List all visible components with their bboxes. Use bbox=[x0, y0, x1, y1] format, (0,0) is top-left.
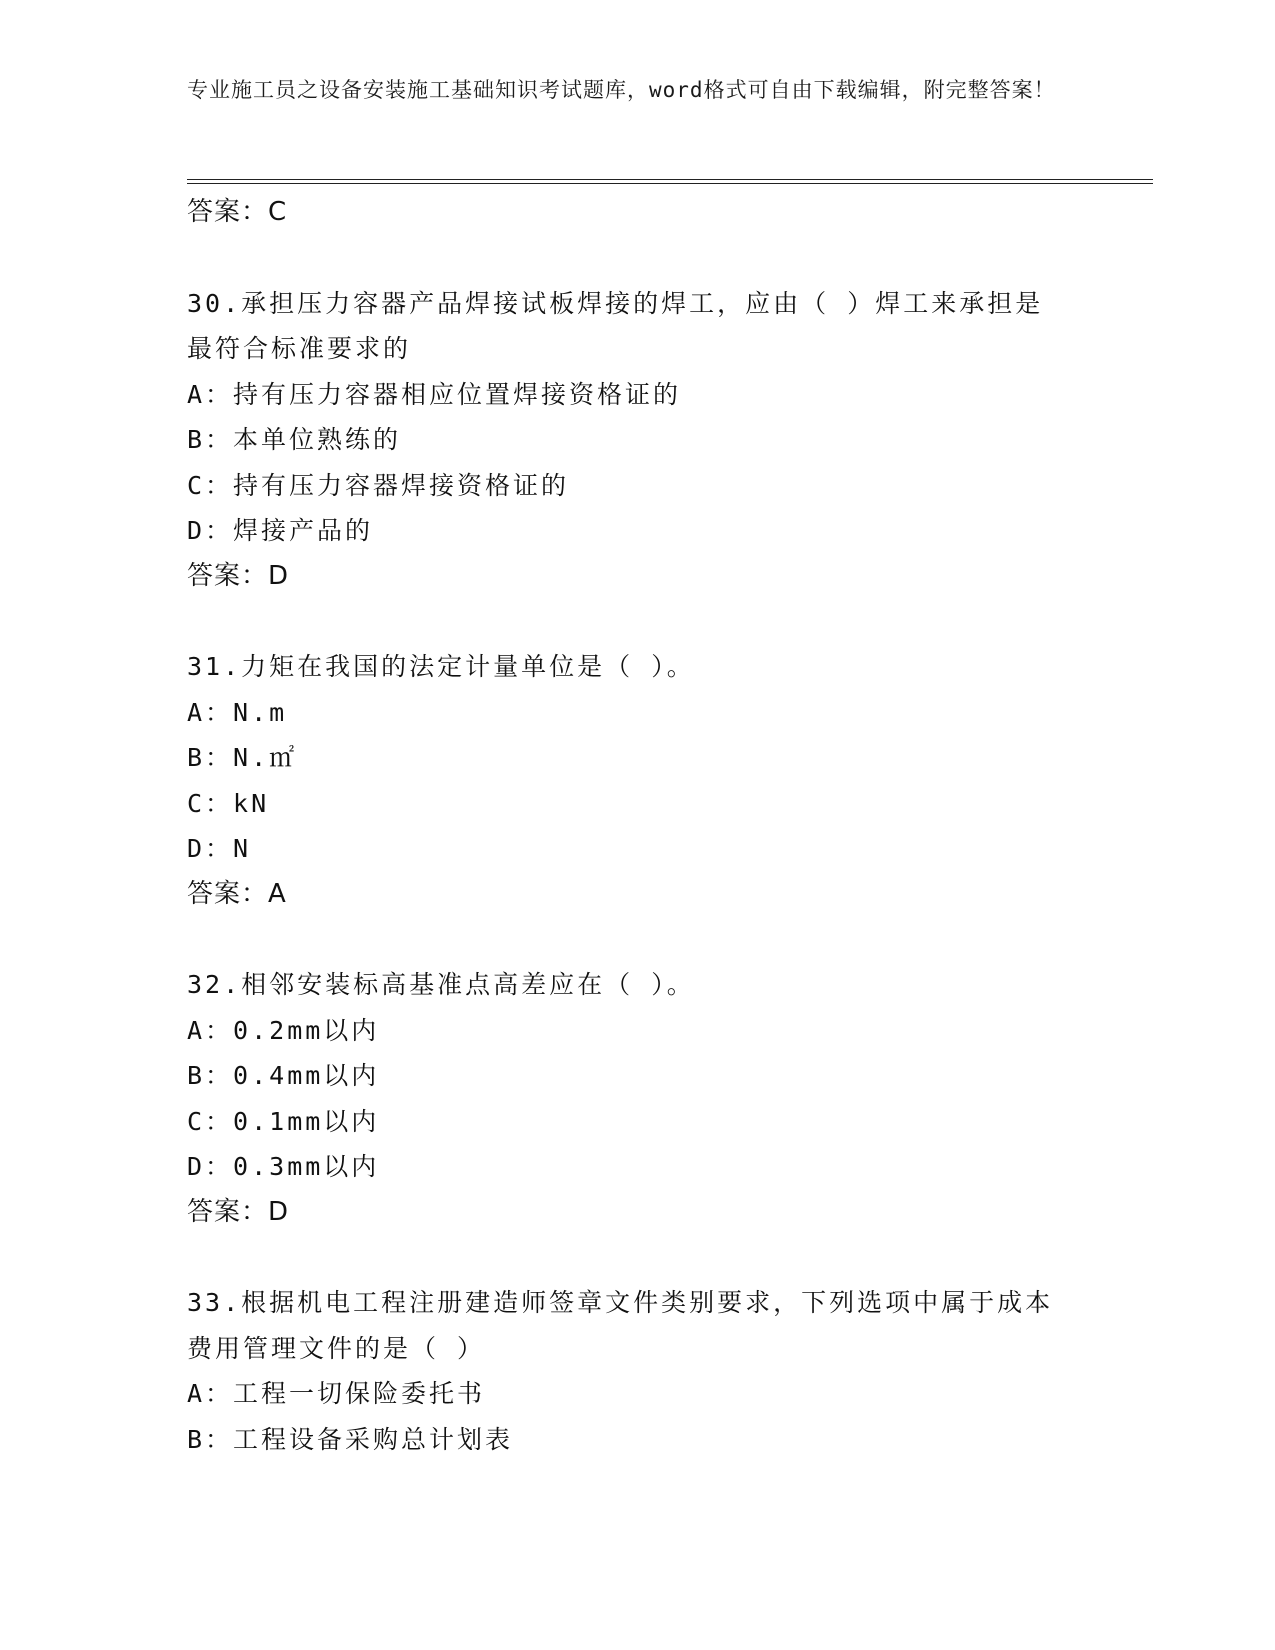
question-stem: 32.相邻安装标高基准点高差应在（ ）。 bbox=[187, 970, 695, 999]
question-stem: 30.承担压力容器产品焊接试板焊接的焊工，应由（ ）焊工来承担是最符合标准要求的 bbox=[187, 288, 1044, 363]
question-stem: 33.根据机电工程注册建造师签章文件类别要求，下列选项中属于成本费用管理文件的是（ ） bbox=[187, 1288, 1054, 1363]
option-a: A：持有压力容器相应位置焊接资格证的 bbox=[187, 379, 682, 409]
spacer bbox=[187, 917, 1087, 962]
question-item bbox=[187, 962, 1087, 1235]
question-item bbox=[187, 281, 1087, 600]
question-item bbox=[187, 644, 1087, 917]
option-c: C：持有压力容器焊接资格证的 bbox=[187, 470, 570, 500]
answer-line bbox=[187, 872, 1087, 918]
option-d: D：0.3mm以内 bbox=[187, 1152, 380, 1181]
answer-line bbox=[187, 1190, 1087, 1236]
page-header: 专业施工员之设备安装施工基础知识考试题库，word格式可自由下载编辑，附完整答案！ bbox=[187, 78, 1056, 102]
answer-prefix: 答案： bbox=[187, 1196, 269, 1227]
option-a: A：N.m bbox=[187, 697, 288, 727]
option-d: D：焊接产品的 bbox=[187, 516, 374, 545]
option-b: B：工程设备采购总计划表 bbox=[187, 1424, 514, 1454]
option-a: A：工程一切保险委托书 bbox=[187, 1379, 486, 1408]
answer-line bbox=[187, 190, 1087, 236]
option-b: B：0.4mm以内 bbox=[187, 1061, 380, 1090]
spacer bbox=[187, 1235, 1087, 1280]
spacer bbox=[187, 599, 1087, 644]
question-list bbox=[187, 190, 1087, 1462]
option-a: A：0.2mm以内 bbox=[187, 1015, 380, 1045]
answer-value: D bbox=[268, 560, 290, 591]
answer-prefix: 答案： bbox=[187, 878, 269, 909]
answer-value: C bbox=[268, 197, 288, 227]
option-d: D：N bbox=[187, 834, 252, 863]
option-b: B：本单位熟练的 bbox=[187, 425, 402, 454]
question-item bbox=[187, 1280, 1087, 1462]
answer-value: D bbox=[268, 1196, 290, 1227]
option-c: C：kN bbox=[187, 788, 270, 818]
answer-prefix: 答案： bbox=[187, 560, 269, 591]
option-b: B：N.㎡ bbox=[187, 743, 298, 772]
spacer bbox=[187, 236, 1087, 281]
option-c: C：0.1mm以内 bbox=[187, 1106, 380, 1136]
header-rule-top bbox=[187, 179, 1153, 180]
header-rule-bottom bbox=[187, 183, 1153, 184]
answer-value: A bbox=[268, 878, 287, 909]
answer-line bbox=[187, 554, 1087, 600]
question-stem: 31.力矩在我国的法定计量单位是（ ）。 bbox=[187, 652, 695, 681]
answer-prefix: 答案： bbox=[187, 197, 269, 227]
